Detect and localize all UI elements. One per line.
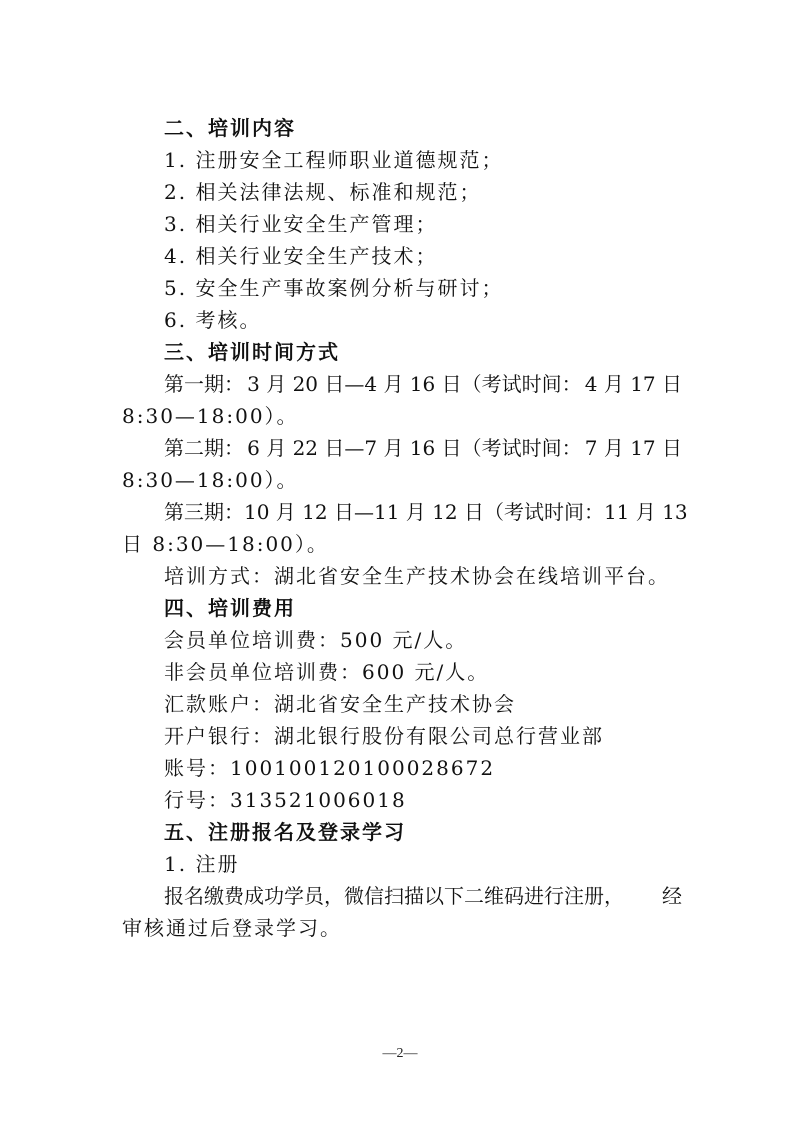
fee-member: 会员单位培训费：500 元/人。	[164, 628, 468, 652]
period-3-label: 第三期：	[164, 500, 244, 524]
registration-paragraph-line-1	[164, 880, 682, 912]
content-item-6: 6. 考核。	[164, 308, 262, 332]
section-heading-registration: 五、注册报名及登录学习	[164, 820, 406, 844]
registration-text-1: 报名缴费成功学员，微信扫描以下二维码进行注册，	[164, 884, 624, 908]
account-number: 账号：100100120100028672	[164, 756, 496, 780]
registration-text-1-end: 经	[662, 884, 682, 908]
period-2-exam: 7 月 17 日	[584, 436, 682, 460]
period-3-exam: 11 月 13	[603, 500, 688, 524]
section-heading-fees: 四、培训费用	[164, 596, 296, 620]
bank-name: 开户银行：湖北银行股份有限公司总行营业部	[164, 724, 604, 748]
schedule-period-1-line-2: 8:30—18:00）。	[122, 404, 299, 428]
registration-sub-heading: 1. 注册	[164, 852, 240, 876]
content-item-2: 2. 相关法律法规、标准和规范；	[164, 180, 482, 204]
registration-paragraph-line-2: 审核通过后登录学习。	[122, 916, 342, 940]
section-heading-content: 二、培训内容	[164, 116, 296, 140]
page-number: —2—	[382, 1046, 418, 1061]
schedule-period-1-line-1	[164, 368, 682, 400]
period-1-dates: 3 月 20 日—4 月 16 日（考试时间：	[247, 372, 582, 396]
training-method: 培训方式：湖北省安全生产技术协会在线培训平台。	[164, 564, 670, 588]
period-1-exam: 4 月 17 日	[584, 372, 682, 396]
period-3-dates: 10 月 12 日—11 月 12 日（考试时间：	[244, 500, 604, 524]
schedule-period-3-line-1	[164, 496, 688, 528]
schedule-period-2-line-1	[164, 432, 682, 464]
content-item-1: 1. 注册安全工程师职业道德规范；	[164, 148, 504, 172]
period-1-label: 第一期：	[164, 372, 244, 396]
bank-code: 行号：313521006018	[164, 788, 407, 812]
content-item-5: 5. 安全生产事故案例分析与研讨；	[164, 276, 504, 300]
content-item-4: 4. 相关行业安全生产技术；	[164, 244, 438, 268]
schedule-period-3-line-2: 日 8:30—18:00）。	[122, 532, 329, 556]
period-2-label: 第二期：	[164, 436, 244, 460]
fee-non-member: 非会员单位培训费：600 元/人。	[164, 660, 490, 684]
content-item-3: 3. 相关行业安全生产管理；	[164, 212, 438, 236]
account-name: 汇款账户：湖北省安全生产技术协会	[164, 692, 516, 716]
schedule-period-2-line-2: 8:30—18:00）。	[122, 468, 299, 492]
period-2-dates: 6 月 22 日—7 月 16 日（考试时间：	[247, 436, 582, 460]
section-heading-schedule: 三、培训时间方式	[164, 340, 340, 364]
